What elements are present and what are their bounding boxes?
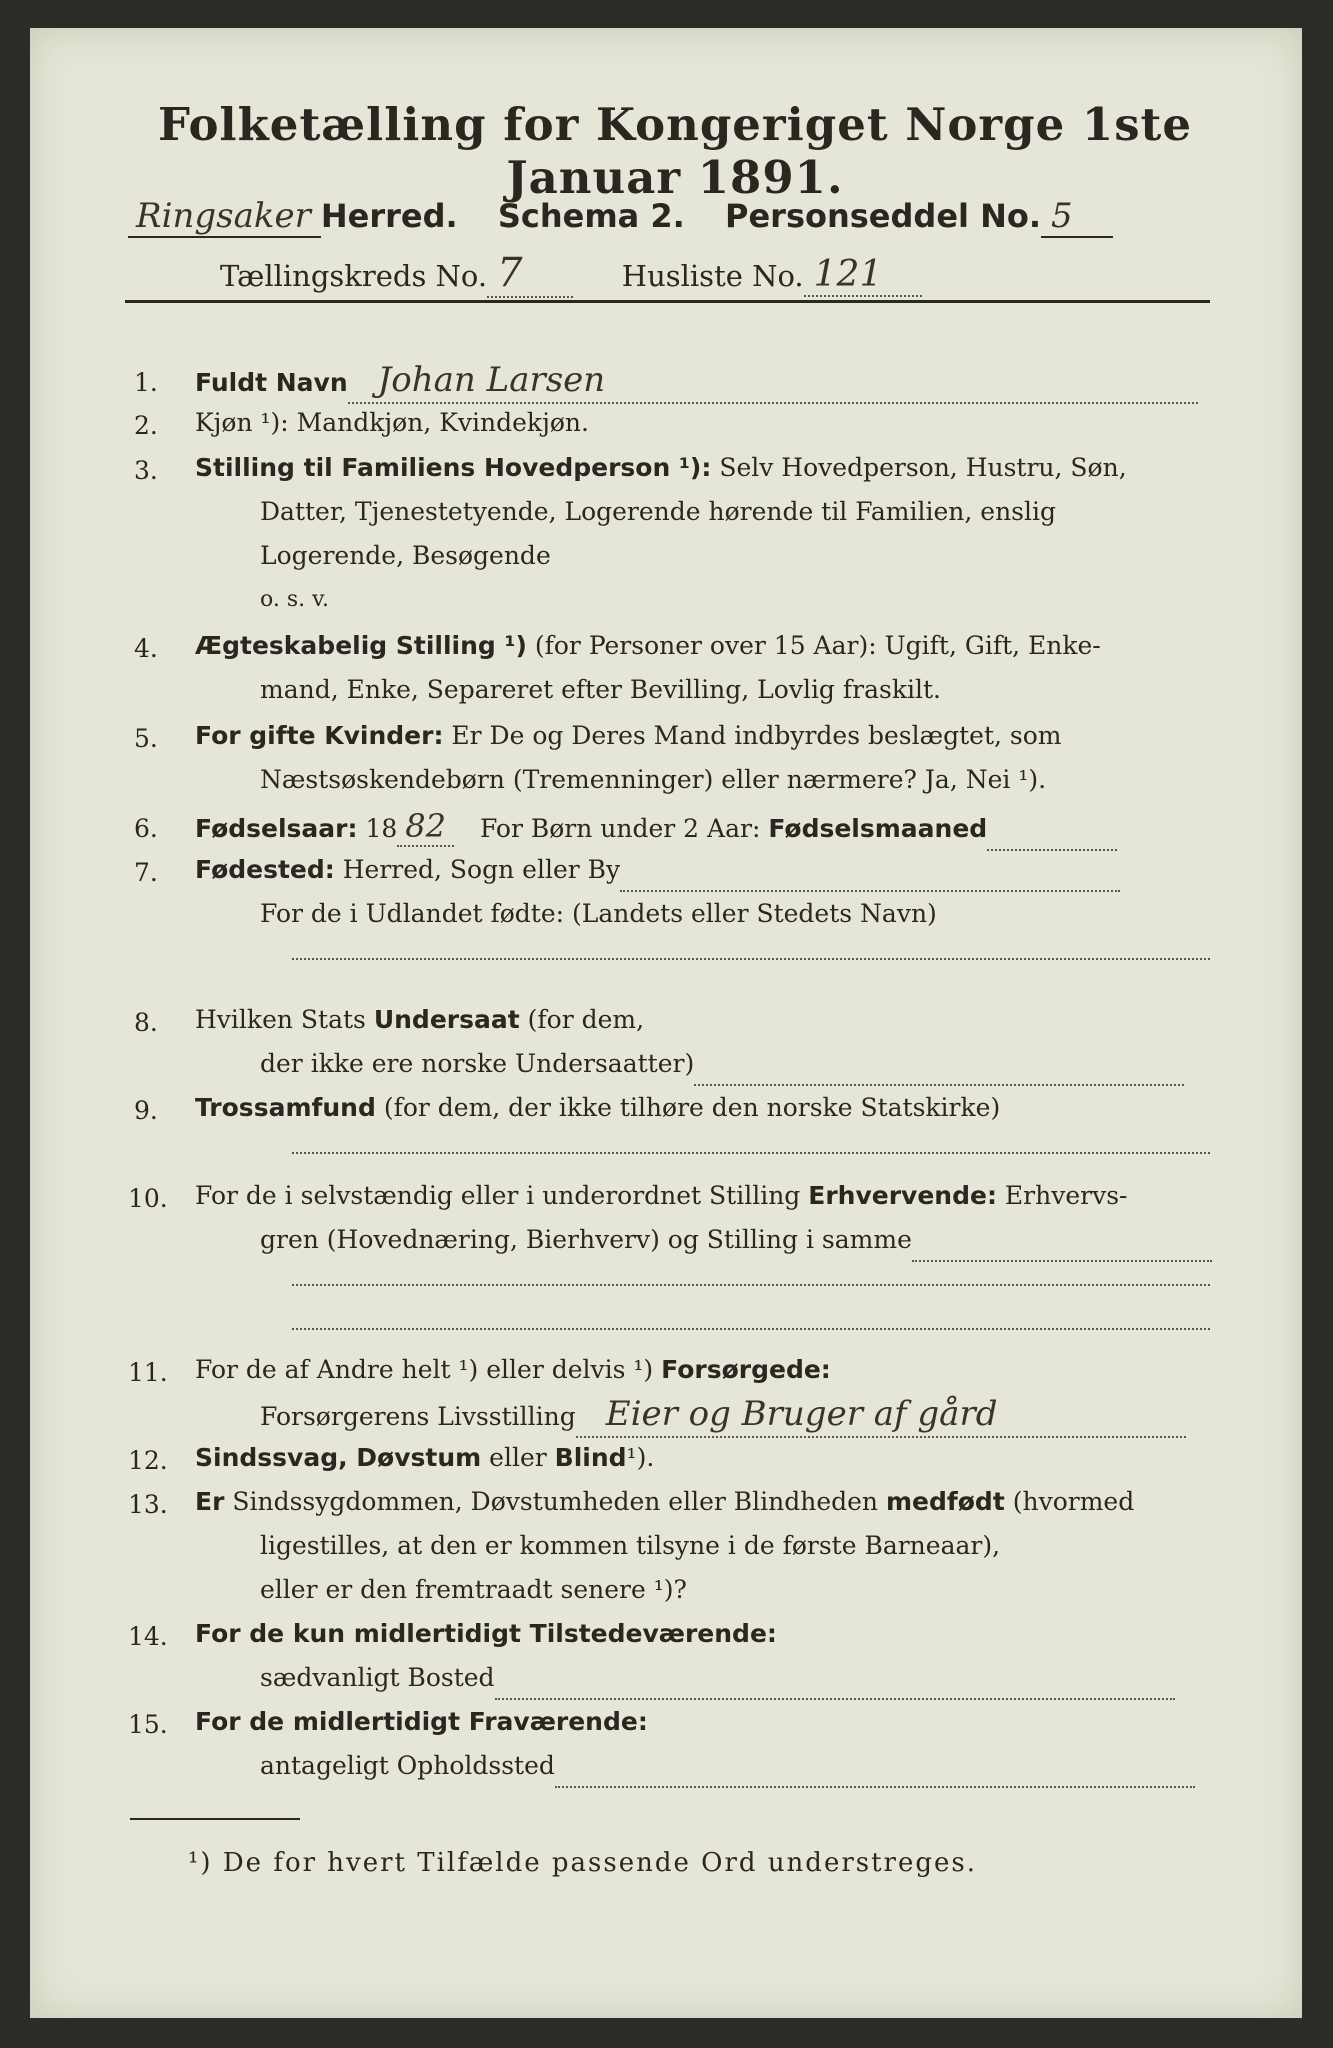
q4-text: (for Personer over 15 Aar): Ugift, Gift, Enke- — [534, 631, 1101, 660]
q3-row — [195, 446, 1215, 490]
q9-row — [195, 1086, 1215, 1130]
herred-value: Ringsaker — [128, 196, 321, 238]
q15-cont-row — [260, 1744, 1280, 1788]
footnote-rule — [130, 1818, 300, 1820]
q10-cont-row — [260, 1218, 1280, 1262]
q1-number: 1. — [134, 368, 158, 397]
q2-text: Kjøn ¹): Mandkjøn, Kvindekjøn. — [195, 408, 589, 437]
q10-fill — [912, 1236, 1212, 1262]
q15-cont1: antageligt Opholdssted — [260, 1751, 555, 1780]
q7-row — [195, 848, 1215, 892]
q1-value: Johan Larsen — [348, 358, 1198, 404]
q8-fill — [694, 1060, 1184, 1086]
q13-cont1: ligestilles, at den er kommen tilsyne i de første Barneaar), — [260, 1531, 1001, 1560]
kreds-line — [220, 250, 922, 296]
q11-cont1: Forsørgerens Livsstilling — [260, 1402, 576, 1431]
husliste-value: 121 — [804, 254, 923, 297]
q6-row — [195, 804, 1215, 851]
q5-row — [195, 714, 1215, 758]
q12-label2: Blind — [554, 1443, 627, 1472]
census-form — [30, 28, 1302, 2018]
q3-cont1: Datter, Tjenestetyende, Logerende hørende til Familien, enslig — [260, 497, 1057, 526]
q9-line — [292, 1152, 1210, 1154]
q5-number: 5. — [134, 724, 158, 753]
taellingskreds-label: Tællingskreds No. — [220, 259, 488, 293]
q4-row — [195, 624, 1215, 668]
q15-row — [195, 1700, 1215, 1744]
q13-label: Er — [195, 1487, 225, 1516]
herred-label: Herred. — [320, 197, 458, 235]
q8-number: 8. — [134, 1008, 158, 1037]
form-title: Folketælling for Kongeriget Norge 1ste Januar 1891. — [158, 98, 1192, 204]
q10-row — [195, 1174, 1215, 1218]
q11-text: For de af Andre helt ¹) eller delvis ¹) — [195, 1355, 654, 1384]
q4-number: 4. — [134, 634, 158, 663]
q15-number: 15. — [128, 1710, 168, 1739]
q12-text2: ¹). — [626, 1443, 655, 1472]
q12-row — [195, 1436, 1215, 1480]
q7-fill — [620, 866, 1120, 892]
q7-number: 7. — [134, 858, 158, 887]
q13-row — [195, 1480, 1215, 1524]
taellingskreds-value: 7 — [487, 250, 572, 298]
q9-text: (for dem, der ikke tilhøre den norske Statskirke) — [383, 1093, 1001, 1122]
q11-cont-row — [260, 1392, 1280, 1439]
q10-cont1: gren (Hovednæring, Bierhverv) og Stilling i samme — [260, 1225, 912, 1254]
q7-text: Herred, Sogn eller By — [342, 855, 621, 884]
q1-label: Fuldt Navn — [195, 368, 348, 397]
q10-text: For de i selvstændig eller i underordnet Stilling — [195, 1181, 801, 1210]
q8-label: Hvilken Stats — [195, 1005, 366, 1034]
q3-cont3: o. s. v. — [260, 587, 329, 612]
q7-line — [292, 958, 1210, 960]
q14-number: 14. — [128, 1622, 168, 1651]
q6-text2: For Børn under 2 Aar: — [479, 814, 761, 843]
personseddel-label: Personseddel No. — [725, 197, 1042, 235]
q11-row — [195, 1348, 1215, 1392]
q12-number: 12. — [128, 1446, 168, 1475]
q9-label: Trossamfund — [195, 1093, 376, 1122]
q8-cont1: der ikke ere norske Undersaatter) — [260, 1049, 695, 1078]
q14-fill — [495, 1674, 1175, 1700]
q6-label: Fødselsaar: — [195, 814, 358, 843]
q10-text2: Erhvervs- — [1004, 1181, 1128, 1210]
q10-line1 — [292, 1284, 1210, 1286]
q7-cont1: For de i Udlandet fødte: (Landets eller Stedets Navn) — [260, 899, 937, 928]
schema-label: Schema 2. — [497, 197, 685, 235]
q11-number: 11. — [128, 1358, 168, 1387]
q14-cont1: sædvanligt Bosted — [260, 1663, 495, 1692]
q7-label: Fødested: — [195, 855, 335, 884]
q5-cont1: Næstsøskendebørn (Tremenninger) eller nærmere? Ja, Nei ¹). — [260, 765, 1047, 794]
q12-text: eller — [489, 1443, 547, 1472]
q3-label: Stilling til Familiens Hovedperson ¹): — [195, 453, 712, 482]
q5-text: Er De og Deres Mand indbyrdes beslægtet, som — [451, 721, 1062, 750]
q15-label: For de midlertidigt Fraværende: — [195, 1707, 648, 1736]
q13-number: 13. — [128, 1490, 168, 1519]
q10-label: Erhvervende: — [808, 1181, 997, 1210]
q13-cont2: eller er den fremtraadt senere ¹)? — [260, 1575, 687, 1604]
q11-label: Forsørgede: — [661, 1355, 831, 1384]
q6-label2: Fødselsmaaned — [768, 814, 988, 843]
q6-number: 6. — [134, 814, 158, 843]
q15-fill — [555, 1762, 1195, 1788]
q2-number: 2. — [134, 411, 158, 440]
q3-cont2: Logerende, Besøgende — [260, 541, 551, 570]
q13-text2: (hvormed — [1012, 1487, 1135, 1516]
q4-cont1: mand, Enke, Separeret efter Bevilling, Lovlig fraskilt. — [260, 675, 941, 704]
q14-row — [195, 1612, 1215, 1656]
q10-number: 10. — [128, 1184, 168, 1213]
q6-value: 82 — [397, 807, 454, 847]
q14-label: For de kun midlertidigt Tilstedeværende: — [195, 1619, 777, 1648]
q8-label-b: Undersaat — [373, 1005, 520, 1034]
q5-label: For gifte Kvinder: — [195, 721, 444, 750]
q8-row — [195, 998, 1215, 1042]
q4-label: Ægteskabelig Stilling ¹) — [195, 631, 527, 660]
herred-line — [128, 196, 1113, 236]
q8-text: (for dem, — [527, 1005, 645, 1034]
q9-number: 9. — [134, 1096, 158, 1125]
husliste-label: Husliste No. — [621, 259, 804, 293]
header-divider — [125, 300, 1210, 303]
footnote: ¹) De for hvert Tilfælde passende Ord understreges. — [188, 1848, 978, 1878]
q3-text: Selv Hovedperson, Hustru, Søn, — [719, 453, 1127, 482]
personseddel-value: 5 — [1041, 196, 1113, 238]
q13-text: Sindssygdommen, Døvstumheden eller Blindheden — [232, 1487, 879, 1516]
q1-row — [195, 358, 1215, 405]
q12-label: Sindssvag, Døvstum — [195, 1443, 482, 1472]
q10-line2 — [292, 1328, 1210, 1330]
q13-label2: medfødt — [885, 1487, 1005, 1516]
q14-cont-row — [260, 1656, 1280, 1700]
q6-prefix: 18 — [365, 814, 398, 843]
q11-value: Eier og Bruger af gård — [576, 1392, 1186, 1438]
q8-cont-row — [260, 1042, 1280, 1086]
q3-number: 3. — [134, 456, 158, 485]
